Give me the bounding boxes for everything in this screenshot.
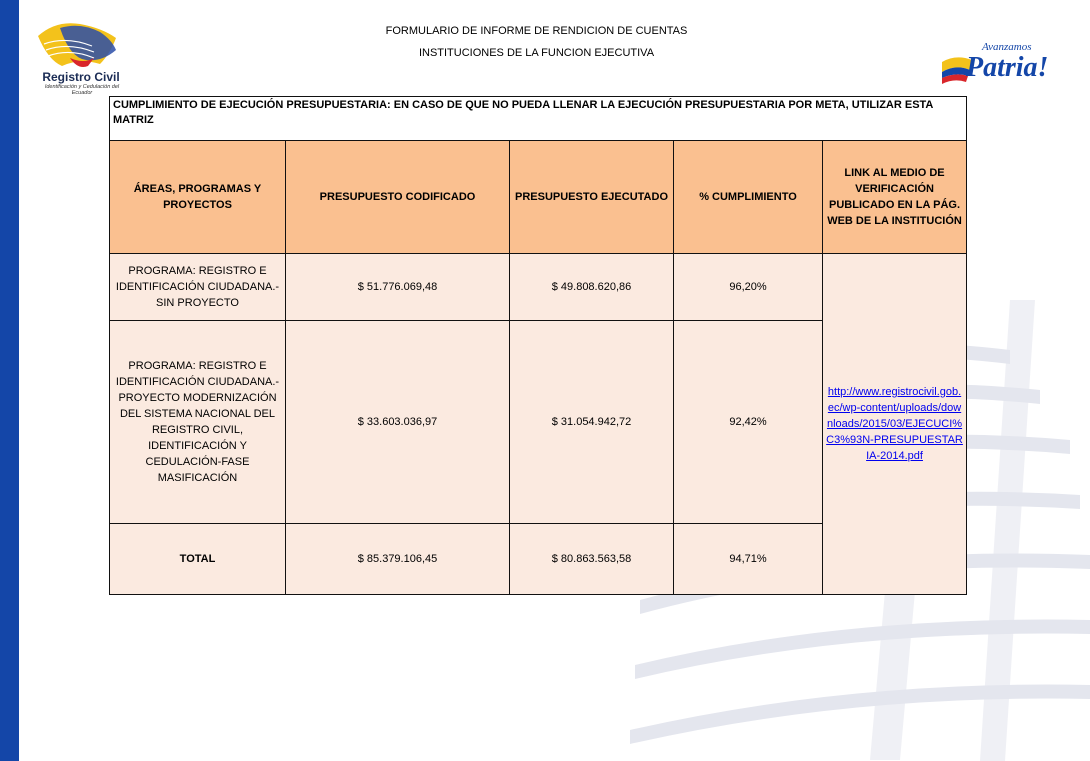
- budget-table: [109, 96, 967, 595]
- row-codificado: $ 51.776.069,48: [286, 254, 510, 321]
- registro-civil-logo-name: Registro Civil: [42, 70, 120, 84]
- table-row: [110, 254, 967, 321]
- left-accent-bar: [0, 0, 19, 761]
- total-cumplimiento: 94,71%: [674, 524, 823, 595]
- row-cumplimiento: 92,42%: [674, 321, 823, 524]
- row-ejecutado: $ 49.808.620,86: [510, 254, 674, 321]
- row-area: PROGRAMA: REGISTRO E IDENTIFICACIÓN CIUDADANA.- SIN PROYECTO: [110, 254, 286, 321]
- total-codificado: $ 85.379.106,45: [286, 524, 510, 595]
- patria-logo: [938, 36, 1049, 90]
- total-label: TOTAL: [110, 524, 286, 595]
- header-cumplimiento: % CUMPLIMIENTO: [674, 141, 823, 254]
- row-ejecutado: $ 31.054.942,72: [510, 321, 674, 524]
- table-caption-row: [110, 97, 967, 141]
- page-title: FORMULARIO DE INFORME DE RENDICION DE CUENTAS: [385, 25, 688, 37]
- row-area: PROGRAMA: REGISTRO E IDENTIFICACIÓN CIUDADANA.- PROYECTO MODERNIZACIÓN DEL SISTEMA NACIONAL DEL REGISTRO CIVIL, IDENTIFICACIÓN Y CEDULACIÓN-FASE MASIFICACIÓN: [110, 321, 286, 524]
- row-cumplimiento: 96,20%: [674, 254, 823, 321]
- header-area: ÁREAS, PROGRAMAS Y PROYECTOS: [110, 141, 286, 254]
- registro-civil-logo-tagline: Identificación y Cedulación del Ecuador: [44, 84, 120, 96]
- table-caption: CUMPLIMIENTO DE EJECUCIÓN PRESUPUESTARIA: EN CASO DE QUE NO PUEDA LLENAR LA EJECUCIÓN PRESUPUESTARIA POR META, UTILIZAR ESTA MATRIZ: [110, 97, 967, 141]
- table-header-row: [110, 141, 967, 254]
- row-codificado: $ 33.603.036,97: [286, 321, 510, 524]
- patria-logo-line2: Patria!: [966, 52, 1049, 83]
- header-codificado: PRESUPUESTO CODIFICADO: [286, 141, 510, 254]
- verification-link[interactable]: http://www.registrocivil.gob.ec/wp-content/uploads/downloads/2015/03/EJECUCI%C3%93N-PRESUPUESTARIA-2014.pdf: [826, 386, 963, 462]
- header-ejecutado: PRESUPUESTO EJECUTADO: [510, 141, 674, 254]
- page-subtitle: INSTITUCIONES DE LA FUNCION EJECUTIVA: [418, 47, 655, 59]
- patria-logo-line1: Avanzamos: [982, 41, 1032, 53]
- verification-link-cell: [823, 254, 967, 595]
- header-link: LINK AL MEDIO DE VERIFICACIÓN PUBLICADO EN LA PÁG. WEB DE LA INSTITUCIÓN: [823, 141, 967, 254]
- total-ejecutado: $ 80.863.563,58: [510, 524, 674, 595]
